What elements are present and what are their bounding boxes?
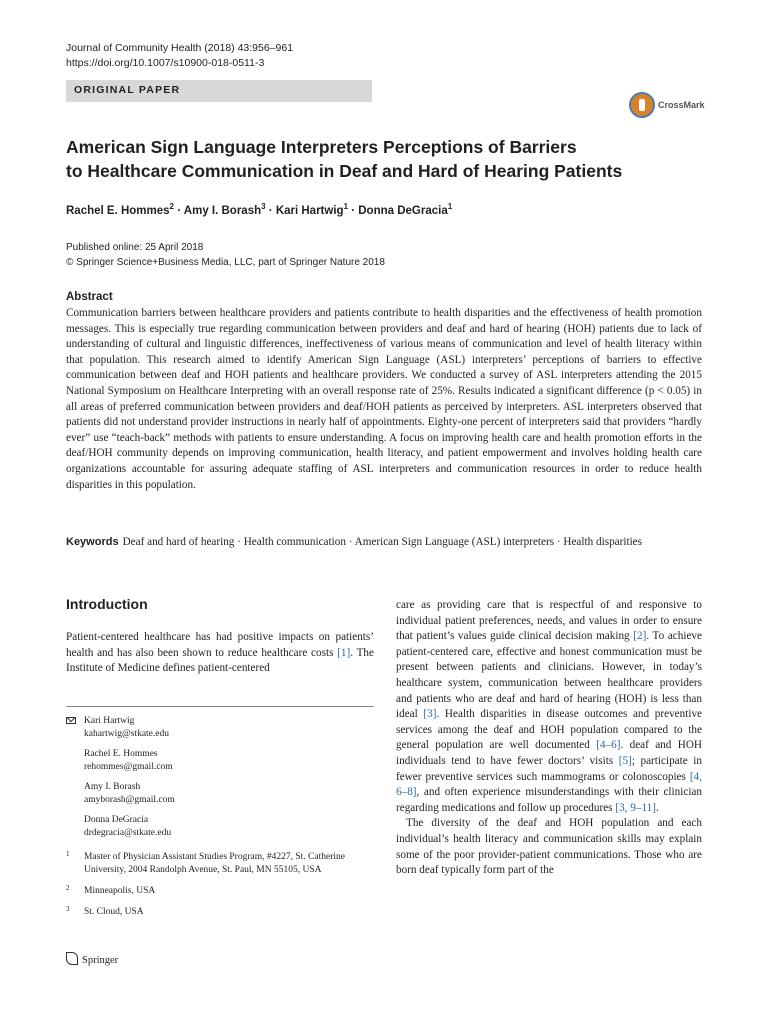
author-affil-sup: 2 — [169, 202, 174, 211]
abstract-text: Communication barriers between healthcare providers and patients contribute to health disparities and the effectiveness of health promotion messages. This is especially true regarding communication between providers and deaf and hard of hearing (HOH) patients due to lack of understanding of cultural and linguistic differences, ineffectiveness of various means of communication and level of health literacy within that population. This research aimed to identify American Sign Language (ASL) interpreters’ perceptions of barriers to effective communication between deaf and HOH patients and healthcare providers. We conducted a survey of ASL interpreters attending the 2015 National Symposium on Healthcare Interpreting with an overall response rate of 25%. Results indicated a significant difference (p < 0.05) in all areas of preferred communication between providers and deaf/HOH patients as perceived by interpreters. ASL interpreters observed that patients did not understand provider instructions in nearly half of appointments. Eighty-one percent of interpreters said that providers “hardly ever” use “teach-back” methods with patients to ensure understanding. A focus on improving health care and health promotion efforts in the deaf/HOH community depends on improving communication, health literacy, and patient empowerment and involves holding health care organizations accountable for assuring adequate staffing of ASL interpreters and communication resources in order to reduce health disparities in this population. — [66, 307, 702, 491]
footnote-divider — [66, 706, 374, 707]
affiliation-item — [66, 885, 374, 898]
crossmark-icon — [629, 92, 655, 118]
intro-text: Patient-centered healthcare has had positive impacts on patients’ health and has also been shown to reduce healthcare costs — [66, 631, 374, 659]
crossmark-label: CrossMark — [658, 100, 705, 110]
title-line-1: American Sign Language Interpreters Perceptions of Barriers — [66, 137, 577, 157]
contact-item — [66, 814, 374, 840]
published-date: Published online: 25 April 2018 — [66, 242, 204, 253]
citation-link[interactable]: [3] — [423, 708, 437, 721]
citation-link[interactable]: [4–6] — [596, 739, 621, 752]
author-name[interactable]: Rachel E. Hommes — [66, 204, 170, 217]
contact-item — [66, 748, 374, 774]
contact-name: Donna DeGracia — [84, 815, 149, 825]
contact-email[interactable]: amyborash@gmail.com — [84, 795, 175, 805]
contact-item — [66, 715, 374, 741]
contact-email[interactable]: kahartwig@stkate.edu — [84, 729, 169, 739]
contact-email[interactable]: drdegracia@stkate.edu — [84, 828, 172, 838]
right-column-text — [396, 598, 702, 879]
keywords-text: Deaf and hard of hearing · Health communication · American Sign Language (ASL) interpreters · Health disparities — [122, 536, 642, 548]
citation-link[interactable]: [3, 9–11] — [615, 801, 656, 814]
affiliation-list — [66, 851, 374, 927]
intro-paragraph — [66, 630, 374, 677]
intro-text: . The Institute of Medicine defines patient-centered — [66, 646, 374, 675]
article-type-banner — [66, 80, 372, 102]
author-affil-sup: 3 — [261, 202, 266, 211]
abstract-heading: Abstract — [66, 291, 113, 303]
affiliation-text: St. Cloud, USA — [84, 907, 144, 917]
citation-link[interactable]: [5] — [618, 754, 632, 767]
body-text: . Health disparities in disease outcomes and preventive services among the deaf and HOH population compared to the general population are well documented — [396, 708, 702, 752]
author-list: Rachel E. Hommes$^2$ · Amy I. Borash$^3$ · Kari Hartwig$^1$ · Donna DeGracia$^1$ — [66, 202, 453, 217]
affiliation-number: 1 — [66, 850, 70, 858]
crossmark-badge[interactable] — [629, 92, 705, 122]
contact-email[interactable]: rehommes@gmail.com — [84, 762, 173, 772]
contact-item — [66, 781, 374, 807]
copyright: © Springer Science+Business Media, LLC, part of Springer Nature 2018 — [66, 257, 385, 268]
publication-info — [66, 240, 385, 270]
affiliation-text: Master of Physician Assistant Studies Program, #4227, St. Catherine University, 2004 Randolph Avenue, St. Paul, MN 55105, USA — [84, 852, 345, 875]
body-paragraph: The diversity of the deaf and HOH population and each individual’s health literacy and communication skills may explain some of the poor provider-patient communications. Those who are born deaf typically form part of the — [396, 817, 702, 877]
citation-link[interactable]: [1] — [337, 646, 351, 659]
keywords-label: Keywords — [66, 536, 119, 548]
contact-name: Amy I. Borash — [84, 782, 141, 792]
body-text: ; participate in fewer preventive services such mammograms or colonoscopies — [396, 754, 702, 783]
article-title — [66, 135, 706, 183]
contact-list — [66, 715, 374, 847]
citation-link[interactable]: [2] — [633, 630, 647, 643]
affiliation-item — [66, 851, 374, 877]
publisher-name: Springer — [82, 955, 119, 966]
body-text: . — [655, 801, 659, 814]
body-paragraph — [396, 598, 702, 816]
author-name[interactable]: Kari Hartwig — [275, 204, 344, 217]
doi-link[interactable]: https://doi.org/10.1007/s10900-018-0511-3 — [66, 57, 265, 69]
title-line-2: to Healthcare Communication in Deaf and Hard of Hearing Patients — [66, 161, 623, 181]
body-text: . To achieve patient-centered care, effective and honest communication must be present between patients and clinicians. However, in today’s healthcare system, communication between healthcare providers and patients who are deaf and hard of hearing (HOH) is less than ideal — [396, 630, 702, 721]
keywords — [66, 534, 702, 550]
author-name[interactable]: Amy I. Borash — [183, 204, 262, 217]
body-text: , and often experience misunderstandings with their clinician regarding medications and follow up procedures — [396, 786, 702, 814]
envelope-icon — [66, 717, 76, 724]
affiliation-item — [66, 906, 374, 919]
citation-link[interactable]: [4, 6–8] — [396, 770, 702, 799]
body-text: . deaf and HOH individuals tend to have fewer doctors’ visits — [396, 739, 702, 767]
journal-citation: Journal of Community Health (2018) 43:956–961 — [66, 42, 294, 54]
page-footer — [66, 952, 118, 966]
affiliation-number: 2 — [66, 884, 70, 892]
introduction-heading: Introduction — [66, 596, 148, 612]
affiliation-number: 3 — [66, 905, 70, 913]
author-name[interactable]: Donna DeGracia — [358, 204, 448, 217]
contact-name: Kari Hartwig — [84, 716, 135, 726]
springer-horse-icon — [66, 952, 78, 965]
author-affil-sup: 1 — [343, 202, 349, 211]
body-text: care as providing care that is respectful of and responsive to individual patient preferences, needs, and values in order to ensure that patient’s values guide clinical decision making — [396, 599, 702, 643]
affiliation-text: Minneapolis, USA — [84, 886, 156, 896]
contact-name: Rachel E. Hommes — [84, 749, 158, 759]
journal-header — [66, 41, 293, 71]
article-type-label: ORIGINAL PAPER — [74, 84, 181, 96]
author-affil-sup: 1 — [447, 202, 453, 211]
